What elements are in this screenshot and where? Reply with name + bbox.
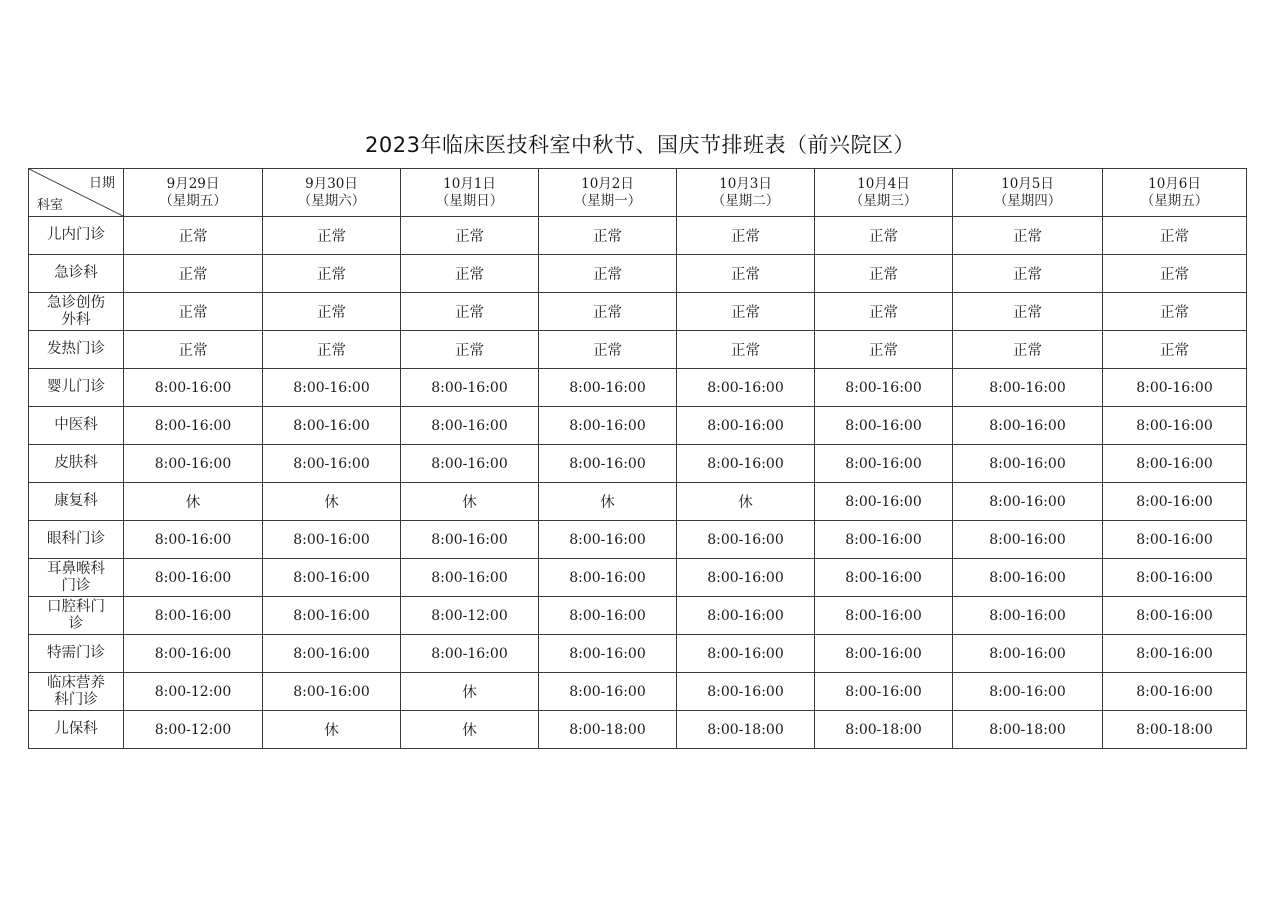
department-name: 临床营养 科门诊 (29, 673, 124, 711)
column-weekday: （星期四） (993, 192, 1062, 209)
schedule-cell: 8:00-16:00 (539, 407, 677, 445)
department-name: 特需门诊 (29, 635, 124, 673)
schedule-cell: 8:00-16:00 (124, 597, 263, 635)
schedule-cell: 8:00-16:00 (953, 483, 1103, 521)
schedule-cell: 8:00-16:00 (124, 369, 263, 407)
schedule-cell: 8:00-16:00 (401, 407, 539, 445)
table-row (29, 711, 1247, 749)
schedule-cell: 休 (401, 673, 539, 711)
schedule-cell: 休 (124, 483, 263, 521)
schedule-cell: 8:00-16:00 (815, 483, 953, 521)
department-name: 康复科 (29, 483, 124, 521)
column-header (124, 169, 263, 217)
schedule-cell: 8:00-16:00 (124, 407, 263, 445)
column-header (539, 169, 677, 217)
schedule-cell: 8:00-16:00 (953, 673, 1103, 711)
schedule-cell: 8:00-16:00 (1103, 635, 1247, 673)
schedule-cell: 正常 (539, 331, 677, 369)
column-date: 9月30日 (305, 175, 358, 192)
schedule-cell: 8:00-16:00 (401, 559, 539, 597)
schedule-cell: 8:00-16:00 (401, 635, 539, 673)
table-row (29, 559, 1247, 597)
schedule-cell: 8:00-16:00 (539, 445, 677, 483)
schedule-cell: 8:00-16:00 (124, 521, 263, 559)
schedule-cell: 正常 (124, 217, 263, 255)
schedule-cell: 8:00-16:00 (1103, 407, 1247, 445)
schedule-cell: 8:00-16:00 (124, 445, 263, 483)
schedule-cell: 8:00-16:00 (677, 369, 815, 407)
schedule-cell: 8:00-16:00 (263, 559, 401, 597)
department-name: 耳鼻喉科 门诊 (29, 559, 124, 597)
schedule-cell: 8:00-16:00 (677, 597, 815, 635)
schedule-cell: 正常 (677, 217, 815, 255)
schedule-cell: 正常 (124, 255, 263, 293)
schedule-cell: 8:00-18:00 (677, 711, 815, 749)
schedule-cell: 休 (677, 483, 815, 521)
schedule-cell: 8:00-16:00 (539, 635, 677, 673)
schedule-cell: 8:00-16:00 (539, 673, 677, 711)
schedule-body (29, 217, 1247, 749)
schedule-cell: 正常 (263, 255, 401, 293)
department-name: 儿内门诊 (29, 217, 124, 255)
column-header (401, 169, 539, 217)
schedule-cell: 正常 (1103, 293, 1247, 331)
schedule-cell: 8:00-12:00 (124, 673, 263, 711)
schedule-cell: 8:00-16:00 (953, 407, 1103, 445)
schedule-cell: 8:00-16:00 (815, 369, 953, 407)
schedule-cell: 8:00-16:00 (401, 369, 539, 407)
column-date: 10月4日 (857, 175, 910, 192)
schedule-cell: 8:00-16:00 (401, 445, 539, 483)
schedule-cell: 8:00-16:00 (953, 635, 1103, 673)
column-weekday: （星期五） (159, 192, 227, 209)
schedule-cell: 8:00-16:00 (677, 445, 815, 483)
schedule-cell: 正常 (539, 293, 677, 331)
schedule-cell: 8:00-18:00 (1103, 711, 1247, 749)
schedule-cell: 8:00-16:00 (815, 559, 953, 597)
schedule-cell: 正常 (401, 331, 539, 369)
table-row (29, 673, 1247, 711)
schedule-cell: 8:00-16:00 (124, 635, 263, 673)
schedule-cell: 正常 (1103, 217, 1247, 255)
schedule-cell: 正常 (677, 331, 815, 369)
schedule-cell: 8:00-16:00 (677, 635, 815, 673)
schedule-cell: 正常 (401, 293, 539, 331)
schedule-cell: 8:00-16:00 (1103, 597, 1247, 635)
schedule-cell: 8:00-16:00 (263, 407, 401, 445)
department-name: 中医科 (29, 407, 124, 445)
table-row (29, 521, 1247, 559)
schedule-cell: 正常 (1103, 255, 1247, 293)
department-name: 急诊科 (29, 255, 124, 293)
schedule-cell: 8:00-16:00 (677, 673, 815, 711)
schedule-cell: 8:00-16:00 (1103, 559, 1247, 597)
table-row (29, 255, 1247, 293)
schedule-cell: 8:00-16:00 (953, 521, 1103, 559)
schedule-cell: 8:00-12:00 (124, 711, 263, 749)
schedule-cell: 8:00-16:00 (1103, 673, 1247, 711)
column-date: 10月5日 (1001, 175, 1054, 192)
table-row (29, 445, 1247, 483)
schedule-cell: 8:00-16:00 (124, 559, 263, 597)
column-date: 10月3日 (719, 175, 772, 192)
schedule-cell: 8:00-16:00 (815, 521, 953, 559)
schedule-cell: 8:00-16:00 (263, 445, 401, 483)
schedule-cell: 8:00-16:00 (401, 521, 539, 559)
schedule-cell: 正常 (815, 331, 953, 369)
column-weekday: （星期三） (849, 192, 918, 209)
schedule-cell: 正常 (539, 217, 677, 255)
schedule-cell: 8:00-16:00 (1103, 521, 1247, 559)
schedule-cell: 8:00-16:00 (1103, 369, 1247, 407)
column-header (263, 169, 401, 217)
department-name: 婴儿门诊 (29, 369, 124, 407)
schedule-cell: 正常 (263, 331, 401, 369)
schedule-cell: 正常 (953, 255, 1103, 293)
schedule-cell: 8:00-16:00 (539, 597, 677, 635)
table-row (29, 483, 1247, 521)
schedule-cell: 8:00-18:00 (953, 711, 1103, 749)
corner-header-cell (29, 169, 124, 217)
schedule-cell: 8:00-16:00 (539, 521, 677, 559)
schedule-cell: 8:00-16:00 (539, 369, 677, 407)
schedule-cell: 正常 (124, 331, 263, 369)
schedule-cell: 8:00-16:00 (263, 673, 401, 711)
schedule-cell: 8:00-16:00 (815, 407, 953, 445)
schedule-cell: 8:00-16:00 (815, 445, 953, 483)
schedule-cell: 8:00-16:00 (263, 597, 401, 635)
department-name: 发热门诊 (29, 331, 124, 369)
schedule-cell: 休 (539, 483, 677, 521)
date-axis-label: 日期 (88, 176, 115, 191)
schedule-cell: 正常 (677, 293, 815, 331)
schedule-cell: 8:00-16:00 (1103, 445, 1247, 483)
schedule-cell: 8:00-16:00 (953, 559, 1103, 597)
schedule-cell: 正常 (401, 217, 539, 255)
department-name: 急诊创伤 外科 (29, 293, 124, 331)
column-weekday: （星期二） (711, 192, 780, 209)
schedule-cell: 8:00-16:00 (953, 369, 1103, 407)
schedule-table (28, 168, 1247, 749)
schedule-cell: 8:00-16:00 (263, 369, 401, 407)
schedule-cell: 休 (263, 711, 401, 749)
schedule-cell: 8:00-12:00 (401, 597, 539, 635)
column-header (1103, 169, 1247, 217)
table-row (29, 369, 1247, 407)
schedule-cell: 8:00-18:00 (815, 711, 953, 749)
header-row (29, 169, 1247, 217)
table-row (29, 217, 1247, 255)
table-row (29, 597, 1247, 635)
schedule-cell: 8:00-16:00 (677, 521, 815, 559)
schedule-cell: 8:00-18:00 (539, 711, 677, 749)
column-date: 10月1日 (443, 175, 496, 192)
department-name: 儿保科 (29, 711, 124, 749)
column-date: 9月29日 (166, 175, 220, 192)
department-name: 口腔科门 诊 (29, 597, 124, 635)
schedule-cell: 8:00-16:00 (953, 445, 1103, 483)
schedule-cell: 8:00-16:00 (815, 635, 953, 673)
column-header (953, 169, 1103, 217)
column-weekday: （星期日） (435, 192, 504, 209)
page-title: 2023年临床医技科室中秋节、国庆节排班表（前兴院区） (365, 133, 915, 157)
schedule-cell: 8:00-16:00 (815, 597, 953, 635)
column-weekday: （星期一） (573, 192, 642, 209)
column-header (677, 169, 815, 217)
department-name: 皮肤科 (29, 445, 124, 483)
schedule-cell: 正常 (263, 293, 401, 331)
schedule-cell: 8:00-16:00 (815, 673, 953, 711)
schedule-cell: 8:00-16:00 (539, 559, 677, 597)
table-row (29, 293, 1247, 331)
schedule-cell: 8:00-16:00 (263, 521, 401, 559)
schedule-cell: 正常 (539, 255, 677, 293)
schedule-cell: 正常 (815, 255, 953, 293)
table-row (29, 407, 1247, 445)
table-row (29, 635, 1247, 673)
schedule-cell: 8:00-16:00 (263, 635, 401, 673)
schedule-cell: 正常 (677, 255, 815, 293)
column-weekday: （星期五） (1140, 192, 1209, 209)
schedule-cell: 8:00-16:00 (953, 597, 1103, 635)
column-date: 10月6日 (1148, 175, 1201, 192)
schedule-cell: 8:00-16:00 (677, 559, 815, 597)
schedule-cell: 休 (401, 483, 539, 521)
schedule-cell: 正常 (953, 217, 1103, 255)
schedule-cell: 正常 (1103, 331, 1247, 369)
schedule-cell: 8:00-16:00 (1103, 483, 1247, 521)
schedule-cell: 正常 (263, 217, 401, 255)
schedule-cell: 正常 (815, 217, 953, 255)
department-name: 眼科门诊 (29, 521, 124, 559)
schedule-cell: 正常 (401, 255, 539, 293)
schedule-cell: 正常 (815, 293, 953, 331)
column-date: 10月2日 (581, 175, 634, 192)
table-row (29, 331, 1247, 369)
column-header (815, 169, 953, 217)
schedule-cell: 正常 (953, 331, 1103, 369)
schedule-cell: 正常 (124, 293, 263, 331)
schedule-cell: 休 (401, 711, 539, 749)
department-axis-label: 科室 (37, 198, 64, 213)
schedule-cell: 正常 (953, 293, 1103, 331)
column-weekday: （星期六） (297, 192, 366, 209)
schedule-cell: 休 (263, 483, 401, 521)
schedule-cell: 8:00-16:00 (677, 407, 815, 445)
